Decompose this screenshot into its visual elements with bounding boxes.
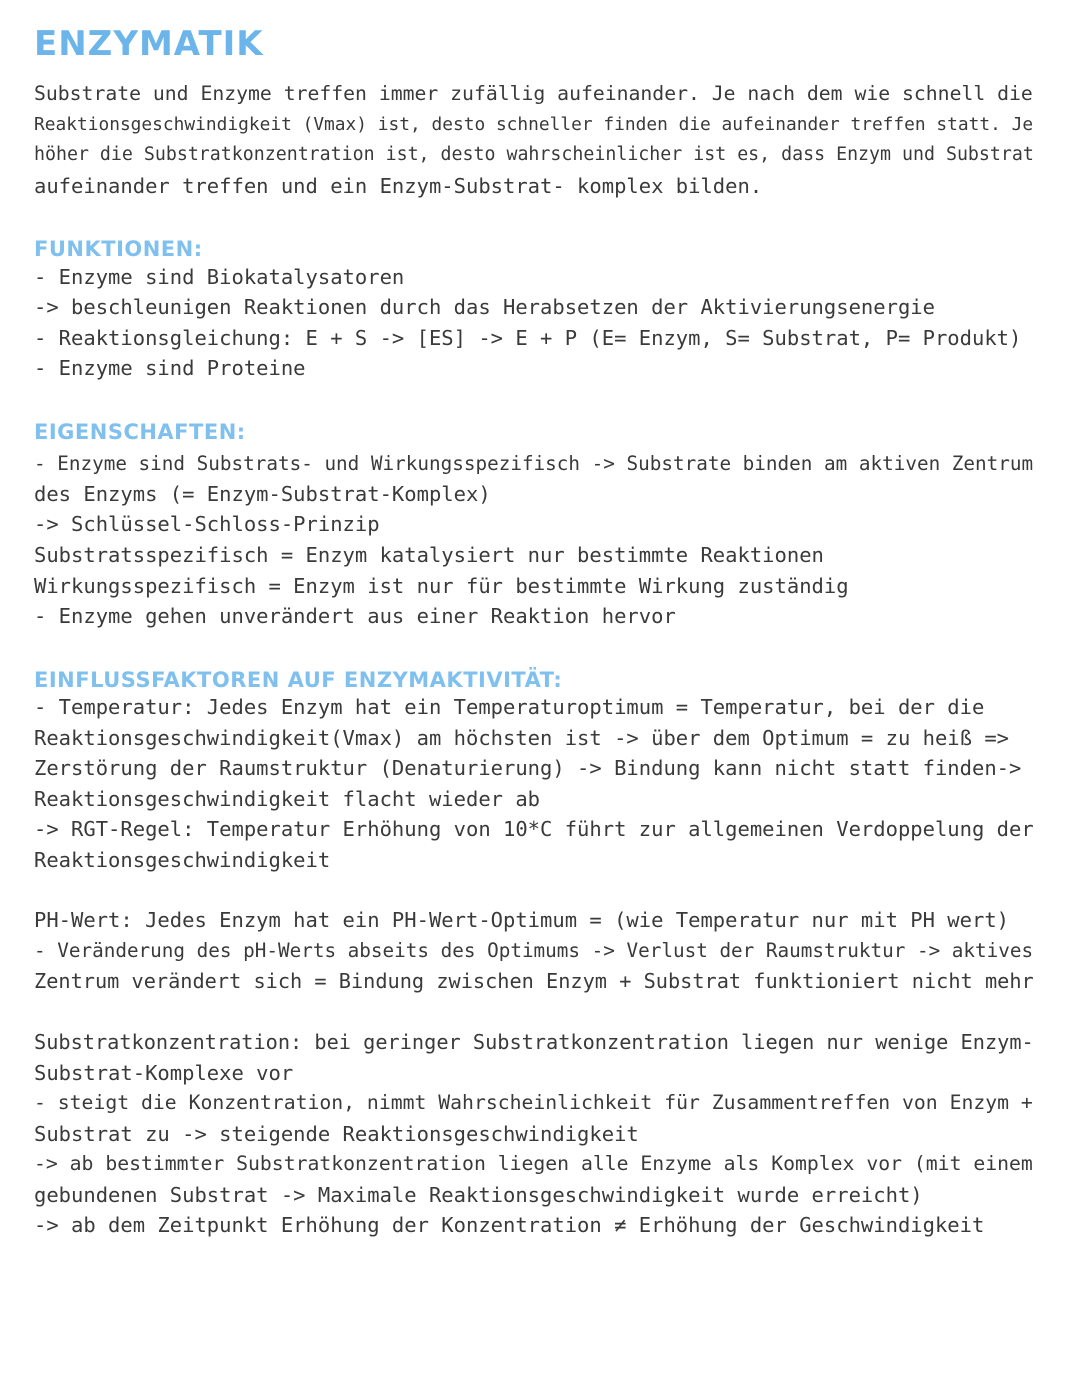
page-title: ENZYMATIK (34, 24, 264, 64)
substrat-line: -> ab dem Zeitpunkt Erhöhung der Konzentration ≠ Erhöhung der Geschwindigkeit (34, 1213, 985, 1237)
funktionen-line: - Reaktionsgleichung: E + S -> [ES] -> E + P (E= Enzym, S= Substrat, P= Produkt) (34, 326, 1022, 350)
eigenschaften-line: Wirkungsspezifisch = Enzym ist nur für bestimmte Wirkung zuständig (34, 574, 849, 598)
temperatur-line: - Temperatur: Jedes Enzym hat ein Temperaturoptimum = Temperatur, bei der die (34, 695, 985, 719)
ph-line: - Veränderung des pH-Werts abseits des Optimums -> Verlust der Raumstruktur -> aktives (34, 939, 1034, 962)
eigenschaften-line: - Enzyme sind Substrats- und Wirkungsspezifisch -> Substrate binden am aktiven Zentrum (34, 452, 1034, 475)
eigenschaften-line: -> Schlüssel-Schloss-Prinzip (34, 512, 380, 536)
section-heading-eigenschaften: EIGENSCHAFTEN: (34, 420, 246, 444)
substrat-line: Substrat zu -> steigende Reaktionsgeschwindigkeit (34, 1122, 639, 1146)
eigenschaften-line: - Enzyme gehen unverändert aus einer Reaktion hervor (34, 604, 676, 628)
substrat-line: Substratkonzentration: bei geringer Substratkonzentration liegen nur wenige Enzym- (34, 1030, 1034, 1054)
substrat-line: -> ab bestimmter Substratkonzentration liegen alle Enzyme als Komplex vor (mit einem (34, 1152, 1033, 1175)
temperatur-line: Reaktionsgeschwindigkeit (34, 848, 331, 872)
eigenschaften-line: Substratsspezifisch = Enzym katalysiert nur bestimmte Reaktionen (34, 543, 824, 567)
substrat-line: - steigt die Konzentration, nimmt Wahrscheinlichkeit für Zusammentreffen von Enzym + (34, 1091, 1033, 1114)
temperatur-line: Zerstörung der Raumstruktur (Denaturierung) -> Bindung kann nicht statt finden-> (34, 756, 1022, 780)
temperatur-line: -> RGT-Regel: Temperatur Erhöhung von 10*C führt zur allgemeinen Verdoppelung der (34, 817, 1034, 841)
funktionen-line: - Enzyme sind Proteine (34, 356, 306, 380)
temperatur-line: Reaktionsgeschwindigkeit flacht wieder ab (34, 787, 541, 811)
temperatur-line: Reaktionsgeschwindigkeit(Vmax) am höchsten ist -> über dem Optimum = zu heiß => (34, 726, 1010, 750)
funktionen-line: -> beschleunigen Reaktionen durch das Herabsetzen der Aktivierungsenergie (34, 295, 935, 319)
intro-line: Substrate und Enzyme treffen immer zufällig aufeinander. Je nach dem wie schnell die (34, 82, 1033, 105)
section-heading-funktionen: FUNKTIONEN: (34, 237, 203, 261)
section-heading-einflussfaktoren: EINFLUSSFAKTOREN AUF ENZYMAKTIVITÄT: (34, 668, 563, 692)
ph-line: Zentrum verändert sich = Bindung zwischen Enzym + Substrat funktioniert nicht mehr (34, 969, 1034, 993)
funktionen-line: - Enzyme sind Biokatalysatoren (34, 265, 405, 289)
eigenschaften-line: des Enzyms (= Enzym-Substrat-Komplex) (34, 482, 491, 506)
intro-line: höher die Substratkonzentration ist, desto wahrscheinlicher ist es, dass Enzym und Substrat (34, 144, 1034, 165)
intro-line: Reaktionsgeschwindigkeit (Vmax) ist, desto schneller finden die aufeinander treffen statt. Je (34, 114, 1034, 135)
substrat-line: gebundenen Substrat -> Maximale Reaktionsgeschwindigkeit wurde erreicht) (34, 1183, 923, 1207)
substrat-line: Substrat-Komplexe vor (34, 1061, 294, 1085)
ph-line: PH-Wert: Jedes Enzym hat ein PH-Wert-Optimum = (wie Temperatur nur mit PH wert) (34, 908, 1010, 932)
document-page (34, 0, 1044, 1394)
intro-line: aufeinander treffen und ein Enzym-Substrat- komplex bilden. (34, 174, 763, 198)
